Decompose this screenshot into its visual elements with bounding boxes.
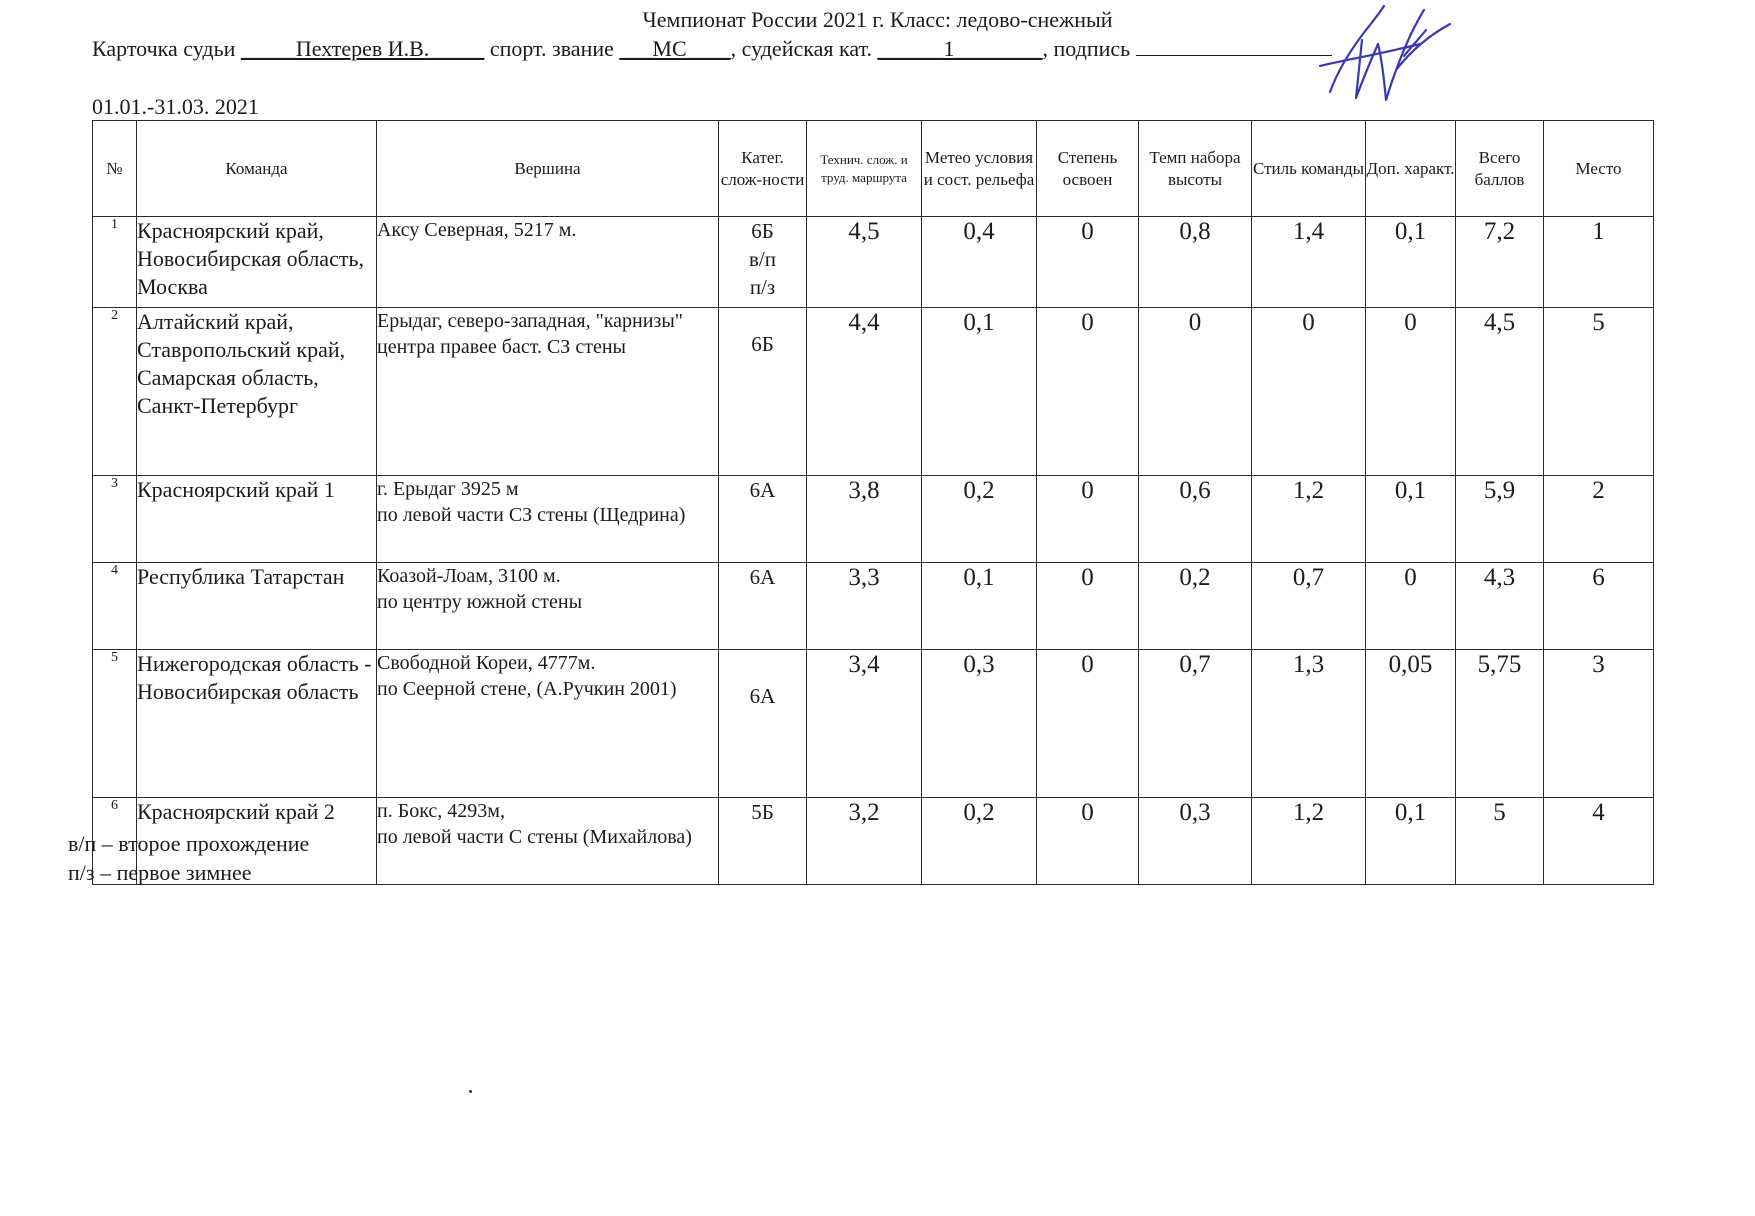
row-team: Красноярский край 1 <box>137 476 377 563</box>
header-num: № <box>93 121 137 217</box>
row-weather: 0,1 <box>922 563 1037 650</box>
row-tech: 4,4 <box>807 308 922 476</box>
row-pace: 0 <box>1139 308 1252 476</box>
header-pace: Темп набора высоты <box>1139 121 1252 217</box>
row-place: 3 <box>1544 650 1654 798</box>
note-pz: п/з – первое зимнее <box>68 860 252 885</box>
row-explored: 0 <box>1037 563 1139 650</box>
table-row <box>93 798 1654 885</box>
scan-speck <box>469 1090 472 1093</box>
header-style: Стиль команды <box>1252 121 1366 217</box>
handwritten-signature <box>1300 0 1460 118</box>
row-team: Алтайский край, Ставропольский край, Самарская область, Санкт-Петербург <box>137 308 377 476</box>
row-peak: Аксу Северная, 5217 м. <box>377 217 719 308</box>
row-peak: п. Бокс, 4293м, по левой части С стены (Михайлова) <box>377 798 719 885</box>
row-weather: 0,3 <box>922 650 1037 798</box>
judge-card-label: Карточка судьи <box>92 36 241 61</box>
row-place: 1 <box>1544 217 1654 308</box>
row-explored: 0 <box>1037 798 1139 885</box>
table-row <box>93 217 1654 308</box>
table-row <box>93 308 1654 476</box>
row-extra: 0,1 <box>1366 476 1456 563</box>
row-explored: 0 <box>1037 650 1139 798</box>
row-category: 6А <box>719 476 807 563</box>
row-explored: 0 <box>1037 217 1139 308</box>
note-vp: в/п – второе прохождение <box>68 831 310 856</box>
row-weather: 0,1 <box>922 308 1037 476</box>
rank-label: спорт. звание <box>484 36 620 61</box>
row-num: 4 <box>93 563 137 650</box>
row-team: Республика Татарстан <box>137 563 377 650</box>
row-category: 6А <box>719 650 807 798</box>
row-team: Нижегородская область - Новосибирская область <box>137 650 377 798</box>
row-style: 0 <box>1252 308 1366 476</box>
row-tech: 3,8 <box>807 476 922 563</box>
row-style: 1,3 <box>1252 650 1366 798</box>
row-pace: 0,7 <box>1139 650 1252 798</box>
row-place: 6 <box>1544 563 1654 650</box>
row-extra: 0 <box>1366 308 1456 476</box>
row-team: Красноярский край, Новосибирская область, Москва <box>137 217 377 308</box>
header-category: Катег. слож-ности <box>719 121 807 217</box>
document-title: Чемпионат России 2021 г. Класс: ледово-снежный <box>642 7 1113 32</box>
header-extra: Доп. характ. <box>1366 121 1456 217</box>
judge-category-value: ______1________ <box>877 36 1043 61</box>
row-place: 4 <box>1544 798 1654 885</box>
header-team: Команда <box>137 121 377 217</box>
category-label: , судейская кат. <box>730 36 878 61</box>
row-extra: 0,1 <box>1366 217 1456 308</box>
row-num: 1 <box>93 217 137 308</box>
row-num: 3 <box>93 476 137 563</box>
signature-label: , подпись <box>1042 36 1136 61</box>
row-pace: 0,6 <box>1139 476 1252 563</box>
row-category: 6А <box>719 563 807 650</box>
row-peak: Ерыдаг, северо-западная, "карнизы" центра правее баст. СЗ стены <box>377 308 719 476</box>
rank-value: ___МС____ <box>619 36 731 61</box>
table-row <box>93 650 1654 798</box>
judge-name: _____Пехтерев И.В._____ <box>240 36 485 61</box>
row-tech: 3,2 <box>807 798 922 885</box>
row-tech: 4,5 <box>807 217 922 308</box>
row-peak: г. Ерыдаг 3925 м по левой части СЗ стены (Щедрина) <box>377 476 719 563</box>
date-range: 01.01.-31.03. 2021 <box>92 94 259 119</box>
table-row <box>93 563 1654 650</box>
header-tech: Технич. слож. и труд. маршрута <box>807 121 922 217</box>
results-table <box>92 120 1654 885</box>
row-category: 6Б <box>719 308 807 476</box>
row-extra: 0 <box>1366 563 1456 650</box>
row-explored: 0 <box>1037 308 1139 476</box>
row-pace: 0,8 <box>1139 217 1252 308</box>
row-peak: Свободной Кореи, 4777м. по Сеерной стене, (А.Ручкин 2001) <box>377 650 719 798</box>
row-style: 1,2 <box>1252 476 1366 563</box>
row-peak: Коазой-Лоам, 3100 м. по центру южной стены <box>377 563 719 650</box>
header-peak: Вершина <box>377 121 719 217</box>
row-category: 5Б <box>719 798 807 885</box>
row-total: 4,5 <box>1456 308 1544 476</box>
row-pace: 0,3 <box>1139 798 1252 885</box>
row-total: 7,2 <box>1456 217 1544 308</box>
row-style: 1,4 <box>1252 217 1366 308</box>
row-weather: 0,2 <box>922 476 1037 563</box>
header-weather: Метео условия и сост. рельефа <box>922 121 1037 217</box>
row-place: 2 <box>1544 476 1654 563</box>
row-pace: 0,2 <box>1139 563 1252 650</box>
header-total: Всего баллов <box>1456 121 1544 217</box>
row-total: 4,3 <box>1456 563 1544 650</box>
header-explored: Степень освоен <box>1037 121 1139 217</box>
row-style: 1,2 <box>1252 798 1366 885</box>
row-num: 6 <box>93 798 137 885</box>
row-extra: 0,05 <box>1366 650 1456 798</box>
row-tech: 3,3 <box>807 563 922 650</box>
row-weather: 0,2 <box>922 798 1037 885</box>
row-num: 2 <box>93 308 137 476</box>
row-place: 5 <box>1544 308 1654 476</box>
header-place: Место <box>1544 121 1654 217</box>
row-total: 5,9 <box>1456 476 1544 563</box>
table-header-row <box>93 121 1654 217</box>
row-category: 6Б в/п п/з <box>719 217 807 308</box>
row-style: 0,7 <box>1252 563 1366 650</box>
row-num: 5 <box>93 650 137 798</box>
row-team: Красноярский край 2 <box>137 798 377 885</box>
row-explored: 0 <box>1037 476 1139 563</box>
row-weather: 0,4 <box>922 217 1037 308</box>
row-tech: 3,4 <box>807 650 922 798</box>
row-extra: 0,1 <box>1366 798 1456 885</box>
judge-card-line <box>92 35 1332 63</box>
table-row <box>93 476 1654 563</box>
row-total: 5,75 <box>1456 650 1544 798</box>
row-total: 5 <box>1456 798 1544 885</box>
